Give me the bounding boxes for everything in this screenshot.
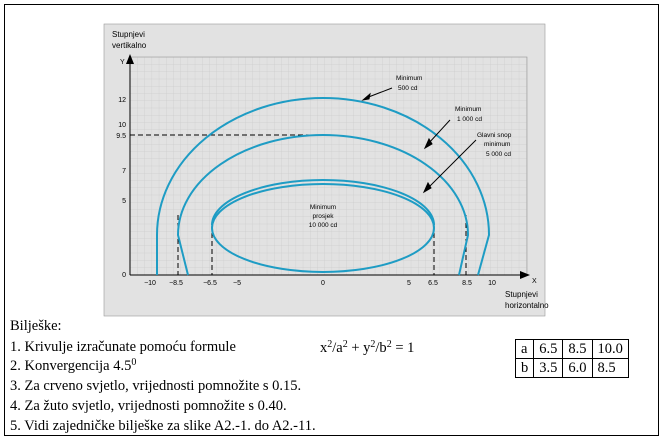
label-500cd-1: Minimum [396,75,423,82]
y-tick-7: 7 [122,168,126,175]
label-500cd-2: 500 cd [398,85,418,92]
x-tick-10: 10 [488,280,496,287]
label-5000cd-2: minimum [484,141,511,148]
formula: $x^2/a^2 + y^2/b^2 = 1$ [320,339,415,356]
y-axis-title-1: Stupnjevi [112,30,145,39]
note-1: 1. Krivulje izračunate pomoću formule [10,339,236,355]
table-cell: 8.5 [592,359,628,378]
table-cell: 3.5 [534,359,563,378]
table-cell: b [516,359,534,378]
table-row [516,340,629,359]
x-tick-neg10: −10 [144,280,156,287]
y-tick-10: 10 [118,122,126,129]
table-cell: 6.0 [563,359,592,378]
x-tick-8-5: 8.5 [462,280,472,287]
table-cell: a [516,340,534,359]
notes-heading: Bilješke: [10,318,62,334]
x-tick-neg5: −5 [233,280,241,287]
y-tick-9-5: 9.5 [116,133,126,140]
x-axis-title-2: horizontalno [505,301,549,310]
x-tick-neg8-5: −8.5 [169,280,183,287]
y-tick-5: 5 [122,198,126,205]
ab-table [515,339,629,378]
table-cell: 6.5 [534,340,563,359]
table-row [516,359,629,378]
label-1000cd-2: 1 000 cd [457,116,482,123]
y-axis-letter: Y [120,59,125,66]
y-tick-0: 0 [122,272,126,279]
note-4: 4. Za žuto svjetlo, vrijednosti pomnožite s 0.40. [10,398,287,414]
x-tick-6-5: 6.5 [428,280,438,287]
label-5000cd-3: 5 000 cd [486,151,511,158]
x-tick-5: 5 [407,280,411,287]
label-10000cd-3: 10 000 cd [308,222,338,229]
note-3: 3. Za crveno svjetlo, vrijednosti pomnožite s 0.15. [10,378,302,394]
y-tick-12: 12 [118,97,126,104]
table-cell: 8.5 [563,340,592,359]
x-axis-title-1: Stupnjevi [505,290,538,299]
label-5000cd-1: Glavni snop [477,132,512,139]
label-10000cd-1: Minimum [309,204,337,211]
note-5: 5. Vidi zajedničke bilješke za slike A2.-1. do A2.-11. [10,418,316,434]
label-1000cd-1: Minimum [455,106,482,113]
y-axis-title-2: vertikalno [112,41,147,50]
x-tick-0: 0 [321,280,325,287]
label-10000cd-2: prosjek [312,213,334,220]
note-2: 2. Konvergencija $4.5^0$ [10,357,137,374]
table-cell: 10.0 [592,340,628,359]
x-tick-neg6-5: −6.5 [203,280,217,287]
x-axis-letter: X [532,278,537,285]
